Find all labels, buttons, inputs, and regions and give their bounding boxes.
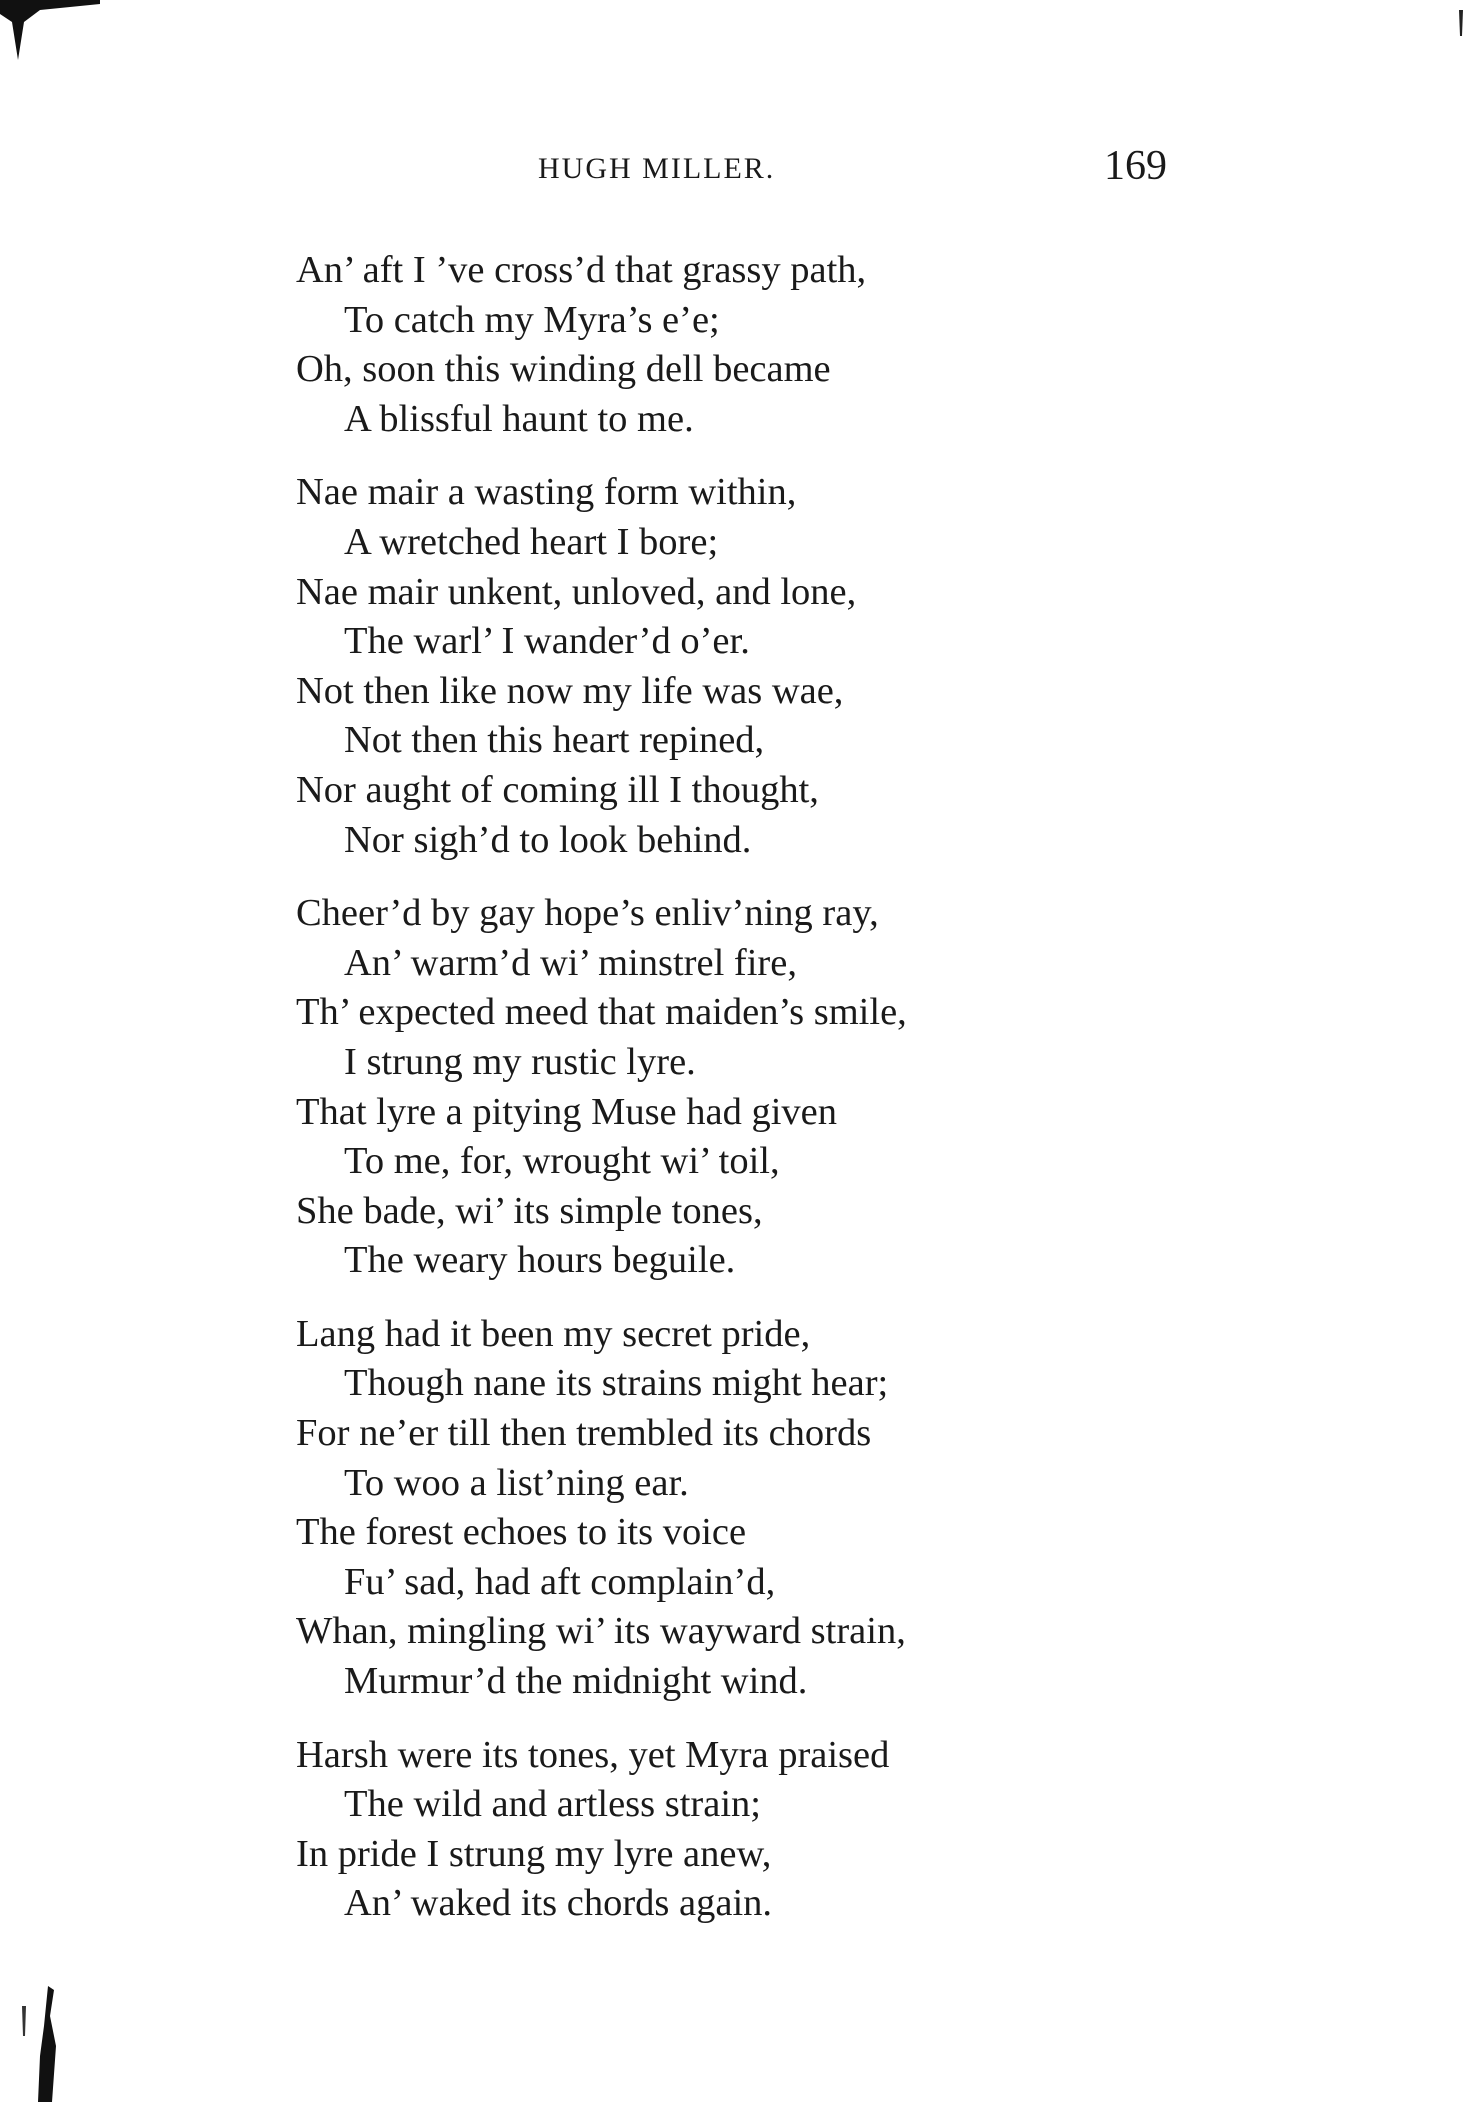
- verse-line: To catch my Myra’s e’e;: [344, 298, 720, 341]
- verse-line: A wretched heart I bore;: [344, 520, 719, 563]
- verse-line: An’ warm’d wi’ minstrel fire,: [344, 941, 797, 984]
- poem-body: [296, 246, 1296, 1953]
- verse-line: In pride I strung my lyre anew,: [296, 1832, 772, 1875]
- verse-line: She bade, wi’ its simple tones,: [296, 1189, 763, 1232]
- verse-line: Nor aught of coming ill I thought,: [296, 768, 819, 811]
- verse-line: The warl’ I wander’d o’er.: [344, 620, 750, 663]
- verse-line: Nor sigh’d to look behind.: [344, 818, 752, 861]
- stanza: [296, 1731, 1296, 1929]
- verse-line: Whan, mingling wi’ its wayward strain,: [296, 1610, 906, 1653]
- verse-line: To woo a list’ning ear.: [344, 1461, 689, 1504]
- verse-line: Not then like now my life was wae,: [296, 669, 844, 712]
- verse-line: Though nane its strains might hear;: [344, 1362, 889, 1405]
- verse-line: Nae mair a wasting form within,: [296, 471, 797, 514]
- verse-line: An’ waked its chords again.: [344, 1882, 773, 1925]
- verse-line: Murmur’d the midnight wind.: [344, 1660, 808, 1703]
- verse-line: Lang had it been my secret pride,: [296, 1312, 811, 1355]
- stanza: [296, 246, 1296, 444]
- stanza: [296, 468, 1296, 865]
- scan-edge-mark-icon: [18, 1986, 64, 2102]
- verse-line: Th’ expected meed that maiden’s smile,: [296, 991, 907, 1034]
- verse-line: Nae mair unkent, unloved, and lone,: [296, 570, 857, 613]
- verse-line: That lyre a pitying Muse had given: [296, 1090, 838, 1133]
- verse-line: To me, for, wrought wi’ toil,: [344, 1140, 780, 1183]
- scan-speck-icon: [1456, 10, 1466, 36]
- page-number: 169: [1104, 143, 1167, 189]
- verse-line: For ne’er till then trembled its chords: [296, 1412, 872, 1455]
- verse-line: Cheer’d by gay hope’s enliv’ning ray,: [296, 892, 879, 935]
- verse-line: A blissful haunt to me.: [344, 397, 694, 440]
- running-head: HUGH MILLER.: [538, 152, 776, 185]
- scan-corner-mark-icon: [0, 0, 110, 70]
- verse-line: Harsh were its tones, yet Myra praised: [296, 1733, 890, 1776]
- verse-line: Fu’ sad, had aft complain’d,: [344, 1560, 776, 1603]
- verse-line: The forest echoes to its voice: [296, 1511, 747, 1554]
- verse-line: Oh, soon this winding dell became: [296, 348, 831, 391]
- verse-line: The weary hours beguile.: [344, 1239, 736, 1282]
- verse-line: The wild and artless strain;: [344, 1783, 761, 1826]
- stanza: [296, 1310, 1296, 1707]
- verse-line: An’ aft I ’ve cross’d that grassy path,: [296, 249, 867, 291]
- stanza: [296, 889, 1296, 1286]
- verse-line: I strung my rustic lyre.: [344, 1040, 696, 1083]
- verse-line: Not then this heart repined,: [344, 719, 765, 762]
